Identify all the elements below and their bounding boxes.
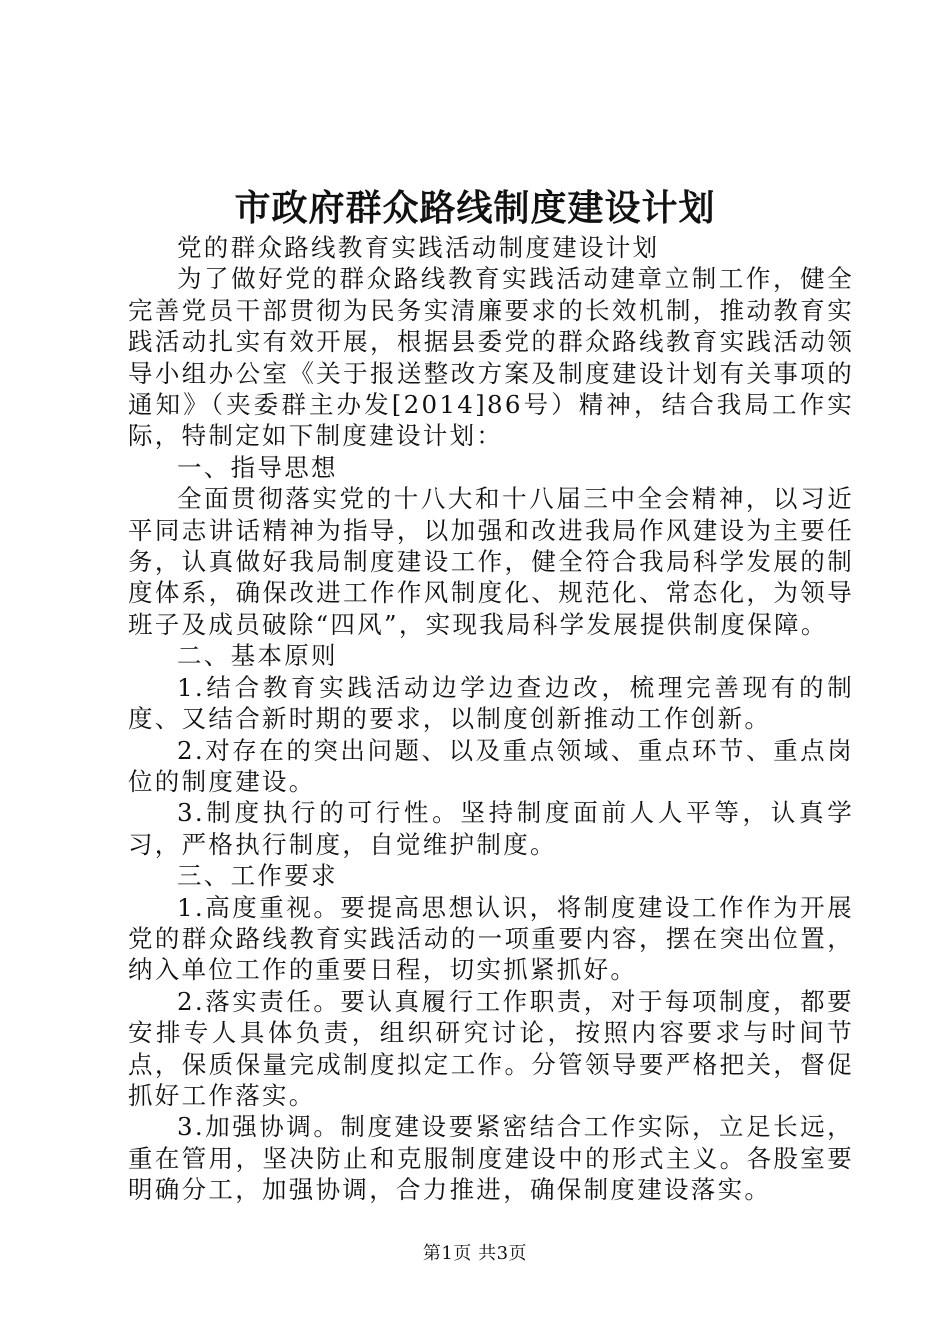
- requirement-item-2: 2.落实责任。要认真履行工作职责，对于每项制度，都要安排专人具体负责，组织研究讨论，按照内容要求与时间节点，保质保量完成制度拟定工作。分管领导要严格把关，督促抓好工作落实。: [128, 986, 854, 1110]
- document-body: [128, 232, 854, 1206]
- section-heading-work-requirements: 三、工作要求: [177, 861, 338, 891]
- intro-paragraph: 为了做好党的群众路线教育实践活动建章立制工作，健全完善党员干部贯彻为民务实清廉要求的长效机制，推动教育实践活动扎实有效开展，根据县委党的群众路线教育实践活动领导小组办公室《关于报送整改方案及制度建设计划有关事项的通知》（夹委群主办发[2014]86号）精神，结合我局工作实际，特制定如下制度建设计划：: [128, 264, 854, 451]
- section-heading-basic-principles: 二、基本原则: [177, 641, 338, 671]
- document-title: 市政府群众路线制度建设计划: [234, 187, 716, 229]
- principle-item-2: 2.对存在的突出问题、以及重点领域、重点环节、重点岗位的制度建设。: [128, 735, 854, 796]
- requirement-item-3: 3.加强协调。制度建设要紧密结合工作实际，立足长远，重在管用，坚决防止和克服制度建设中的形式主义。各股室要明确分工，加强协调，合力推进，确保制度建设落实。: [128, 1112, 854, 1205]
- guiding-thought-paragraph: 全面贯彻落实党的十八大和十八届三中全会精神，以习近平同志讲话精神为指导，以加强和改进我局作风建设为主要任务，认真做好我局制度建设工作，健全符合我局科学发展的制度体系，确保改进工作作风制度化、规范化、常态化，为领导班子及成员破除“四风”，实现我局科学发展提供制度保障。: [128, 484, 854, 639]
- section-heading-guiding-thought: 一、指导思想: [177, 452, 338, 482]
- requirement-item-1: 1.高度重视。要提高思想认识，将制度建设工作作为开展党的群众路线教育实践活动的一项重要内容，摆在突出位置，纳入单位工作的重要日程，切实抓紧抓好。: [128, 892, 854, 985]
- page-number-footer: 第1页 共3页: [422, 1243, 528, 1264]
- subtitle-paragraph: 党的群众路线教育实践活动制度建设计划: [177, 233, 660, 262]
- principle-item-1: 1.结合教育实践活动边学边查边改，梳理完善现有的制度、又结合新时期的要求，以制度创新推动工作创新。: [128, 672, 854, 734]
- principle-item-3: 3.制度执行的可行性。坚持制度面前人人平等，认真学习，严格执行制度，自觉维护制度。: [128, 798, 854, 859]
